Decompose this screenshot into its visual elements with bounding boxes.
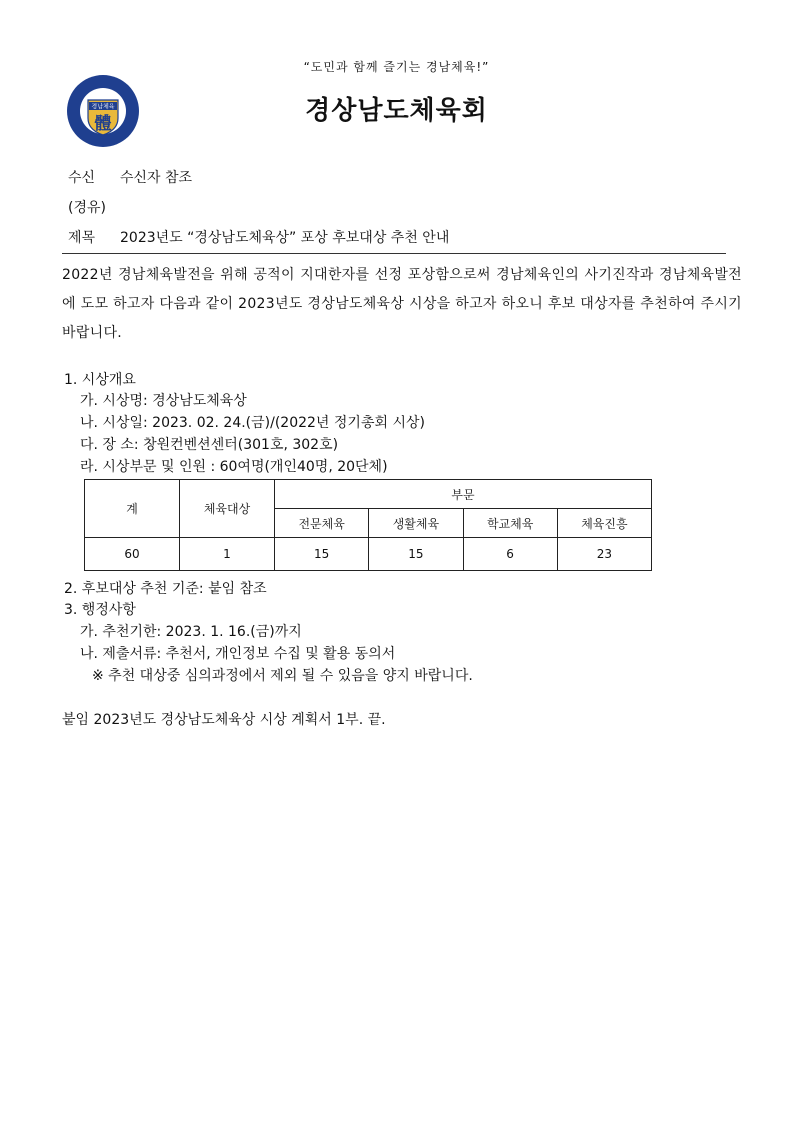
table-subheader: 체육진흥 bbox=[557, 509, 651, 538]
table-header-total: 계 bbox=[85, 480, 180, 538]
table-subheader: 생활체육 bbox=[369, 509, 463, 538]
logo-band-text: 경남체육 bbox=[91, 103, 115, 111]
logo-center-text: 體 bbox=[94, 114, 112, 134]
awards-table bbox=[84, 479, 652, 571]
subject-row bbox=[68, 227, 449, 247]
recipient-label: 수신 bbox=[68, 170, 96, 186]
organization-title: 경상남도체육회 bbox=[305, 96, 488, 126]
table-header-target: 체육대상 bbox=[180, 480, 275, 538]
via-row bbox=[68, 197, 106, 217]
subject-value: 2023년도 “경상남도체육상” 포상 후보대상 추천 안내 bbox=[120, 230, 450, 246]
section2-title: 2. 후보대상 추천 기준: 붙임 참조 bbox=[64, 581, 267, 597]
section1-item-categories: 라. 시상부문 및 인원 : 60여명(개인40명, 20단체) bbox=[80, 459, 388, 475]
table-cell: 1 bbox=[180, 538, 275, 571]
table-row bbox=[85, 538, 652, 571]
section1-item-name: 가. 시상명: 경상남도체육상 bbox=[80, 393, 247, 409]
slogan: “도민과 함께 즐기는 경남체육!” bbox=[303, 60, 490, 74]
table-cell: 15 bbox=[369, 538, 463, 571]
table-cell: 6 bbox=[463, 538, 557, 571]
recipient-value: 수신자 참조 bbox=[120, 170, 193, 186]
section3-item-deadline: 가. 추천기한: 2023. 1. 16.(금)까지 bbox=[80, 624, 302, 640]
section3-note: ※ 추천 대상중 심의과정에서 제외 될 수 있음을 양지 바랍니다. bbox=[92, 668, 473, 684]
header-divider bbox=[62, 253, 726, 254]
section1-item-date: 나. 시상일: 2023. 02. 24.(금)/(2022년 정기총회 시상) bbox=[80, 415, 425, 431]
table-subheader: 학교체육 bbox=[463, 509, 557, 538]
table-cell: 60 bbox=[85, 538, 180, 571]
recipient-row bbox=[68, 167, 192, 187]
section1-title: 1. 시상개요 bbox=[64, 372, 136, 388]
table-cell: 23 bbox=[557, 538, 651, 571]
attachment-line: 붙임 2023년도 경상남도체육상 시상 계획서 1부. 끝. bbox=[62, 712, 386, 728]
table-subheader: 전문체육 bbox=[275, 509, 369, 538]
subject-label: 제목 bbox=[68, 230, 96, 246]
via-label: (경유) bbox=[68, 200, 106, 216]
section3-item-documents: 나. 제출서류: 추천서, 개인정보 수집 및 활용 동의서 bbox=[80, 646, 396, 662]
table-cell: 15 bbox=[275, 538, 369, 571]
table-header-division: 부문 bbox=[275, 480, 652, 509]
section3-title: 3. 행정사항 bbox=[64, 602, 136, 618]
intro-paragraph: 2022년 경남체육발전을 위해 공적이 지대한자를 선정 포상함으로써 경남체육인의 사기진작과 경남체육발전에 도모 하고자 다음과 같이 2023년도 경상남도체육상 시상을 하고자 하오니 후보 대상자를 추천하여 주시기 바랍니다. bbox=[62, 267, 742, 341]
section1-item-venue: 다. 장 소: 창원컨벤션센터(301호, 302호) bbox=[80, 437, 339, 453]
